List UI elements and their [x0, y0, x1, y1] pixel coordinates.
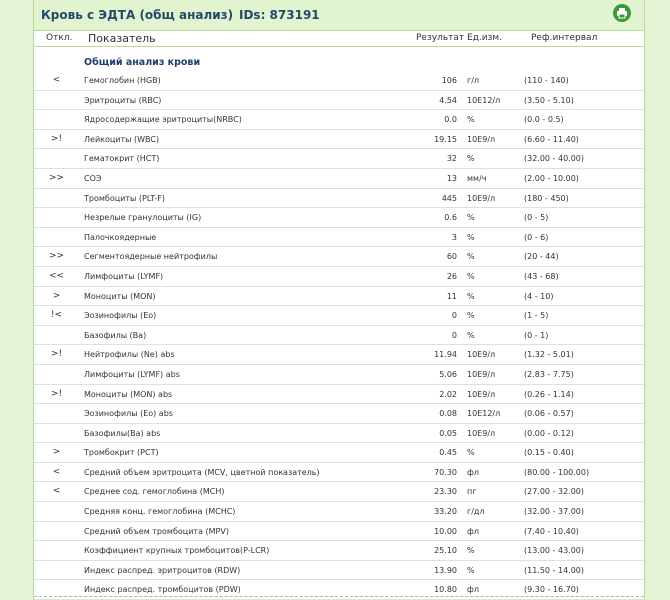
reference-interval: (27.00 - 32.00) — [524, 487, 585, 497]
indicator-name: Средняя конц. гемоглобина (MCHC) — [84, 507, 236, 517]
result-value: 13.90 — [434, 565, 457, 575]
table-row — [34, 287, 644, 307]
table-row — [34, 443, 644, 463]
indicator-name: Эозинофилы (Eo) abs — [84, 409, 173, 419]
table-row — [34, 189, 644, 209]
indicator-name: Палочкоядерные — [84, 232, 157, 242]
indicator-name: Коэффициент крупных тромбоцитов(P-LCR) — [84, 546, 270, 556]
table-row — [34, 247, 644, 267]
result-value: 0 — [451, 330, 457, 340]
reference-interval: (2.00 - 10.00) — [524, 173, 579, 183]
indicator-name: Средний объем эритроцита (MCV, цветной показатель) — [84, 467, 320, 477]
table-row — [34, 130, 644, 150]
unit-value: % — [467, 252, 475, 262]
table-row — [34, 385, 644, 405]
table-row — [34, 463, 644, 483]
table-row — [34, 482, 644, 502]
deviation-flag: < — [52, 486, 61, 497]
sample-ids: IDs: 873191 — [239, 8, 320, 22]
result-value: 19.15 — [434, 134, 457, 144]
reference-interval: (43 - 68) — [524, 271, 559, 281]
result-value: 33.20 — [434, 507, 457, 517]
column-header-reference: Реф.интервал — [531, 33, 598, 43]
result-value: 5.06 — [439, 369, 457, 379]
table-row — [34, 345, 644, 365]
indicator-name: Среднее сод. гемоглобина (MCH) — [84, 487, 225, 497]
deviation-flag: >! — [50, 349, 63, 360]
footer-divider — [34, 596, 644, 597]
indicator-name: Эритроциты (RBC) — [84, 95, 162, 105]
reference-interval: (180 - 450) — [524, 193, 569, 203]
reference-interval: (80.00 - 100.00) — [524, 467, 590, 477]
unit-value: мм/ч — [467, 173, 487, 183]
reference-interval: (6.60 - 11.40) — [524, 134, 579, 144]
result-value: 11 — [446, 291, 457, 301]
header-divider — [34, 46, 644, 47]
reference-interval: (1 - 5) — [524, 311, 549, 321]
indicator-name: Ядросодержащие эритроциты(NRBC) — [84, 115, 242, 125]
unit-value: % — [467, 271, 475, 281]
indicator-name: Тромбоциты (PLT-F) — [84, 193, 165, 203]
table-row — [34, 208, 644, 228]
unit-value: % — [467, 448, 475, 458]
result-value: 0.0 — [444, 115, 457, 125]
unit-value: г/л — [467, 76, 480, 85]
unit-value: 10E9/л — [467, 389, 496, 399]
column-header-result: Результат — [416, 33, 465, 43]
indicator-name: Моноциты (MON) abs — [84, 389, 173, 399]
table-row — [34, 326, 644, 346]
indicator-name: Лимфоциты (LYMF) abs — [84, 369, 180, 379]
indicator-name: Гематокрит (HCT) — [84, 154, 160, 164]
deviation-flag: >! — [50, 133, 63, 144]
unit-value: 10E9/л — [467, 428, 496, 438]
result-value: 4.54 — [439, 95, 457, 105]
deviation-flag: >! — [50, 388, 63, 399]
deviation-flag: < — [52, 75, 61, 85]
indicator-name: Базофилы (Ba) — [84, 330, 147, 340]
unit-value: % — [467, 546, 475, 556]
column-header-deviation: Откл. — [46, 33, 73, 43]
table-row — [34, 306, 644, 326]
result-value: 11.94 — [434, 350, 457, 360]
table-row — [34, 502, 644, 522]
indicator-name: Моноциты (MON) — [84, 291, 156, 301]
deviation-flag: < — [52, 466, 61, 477]
indicator-name: Базофилы(Ba) abs — [84, 428, 161, 438]
reference-interval: (13.00 - 43.00) — [524, 546, 585, 556]
result-value: 10.00 — [434, 526, 457, 536]
reference-interval: (9.30 - 16.70) — [524, 585, 579, 595]
unit-value: % — [467, 291, 475, 301]
report-header — [34, 0, 644, 31]
column-header-indicator: Показатель — [88, 32, 156, 45]
result-value: 25.10 — [434, 546, 457, 556]
unit-value: % — [467, 154, 475, 164]
result-value: 32 — [446, 154, 457, 164]
reference-interval: (0 - 1) — [524, 330, 549, 340]
unit-value: фл — [467, 467, 479, 477]
indicator-name: Нейтрофилы (Ne) abs — [84, 350, 175, 360]
reference-interval: (0.00 - 0.12) — [524, 428, 574, 438]
reference-interval: (3.50 - 5.10) — [524, 95, 574, 105]
indicator-name: Средний объем тромбоцита (MPV) — [84, 526, 229, 536]
deviation-flag: !< — [50, 310, 63, 321]
reference-interval: (0.15 - 0.40) — [524, 448, 574, 458]
table-row — [34, 561, 644, 581]
print-icon — [616, 7, 628, 19]
reference-interval: (7.40 - 10.40) — [524, 526, 579, 536]
reference-interval: (0 - 5) — [524, 213, 549, 223]
table-row — [34, 228, 644, 248]
reference-interval: (20 - 44) — [524, 252, 559, 262]
indicator-name: Незрелые гранулоциты (IG) — [84, 213, 202, 223]
unit-value: % — [467, 232, 475, 242]
table-row — [34, 404, 644, 424]
results-table — [34, 71, 644, 600]
table-row — [34, 110, 644, 130]
deviation-flag: >> — [48, 251, 65, 262]
indicator-name: Индекс распред. тромбоцитов (PDW) — [84, 585, 241, 595]
result-value: 60 — [446, 252, 457, 262]
table-row — [34, 267, 644, 287]
reference-interval: (0.26 - 1.14) — [524, 389, 574, 399]
result-value: 0.6 — [444, 213, 457, 223]
table-row — [34, 71, 644, 91]
result-value: 13 — [446, 173, 457, 183]
section-title: Общий анализ крови — [84, 57, 201, 68]
reference-interval: (32.00 - 37.00) — [524, 507, 585, 517]
deviation-flag: << — [48, 270, 65, 281]
indicator-name: Тромбокрит (PCT) — [84, 448, 159, 458]
reference-interval: (32.00 - 40.00) — [524, 154, 585, 164]
unit-value: % — [467, 213, 475, 223]
reference-interval: (4 - 10) — [524, 291, 554, 301]
table-row — [34, 424, 644, 444]
unit-value: 10E9/л — [467, 369, 496, 379]
table-row — [34, 91, 644, 111]
unit-value: г/дл — [467, 507, 485, 517]
unit-value: пг — [467, 487, 477, 497]
table-row — [34, 580, 644, 600]
result-value: 26 — [446, 271, 457, 281]
unit-value: % — [467, 311, 475, 321]
reference-interval: (0.06 - 0.57) — [524, 409, 574, 419]
table-row — [34, 365, 644, 385]
table-row — [34, 169, 644, 189]
result-value: 10.80 — [434, 585, 457, 595]
deviation-flag: >> — [48, 172, 65, 183]
reference-interval: (110 - 140) — [524, 76, 569, 85]
unit-value: 10E9/л — [467, 193, 496, 203]
print-button[interactable] — [613, 4, 631, 22]
reference-interval: (2.83 - 7.75) — [524, 369, 574, 379]
column-header-unit: Ед.изм. — [467, 33, 503, 43]
indicator-name: Лейкоциты (WBC) — [84, 134, 160, 144]
result-value: 0 — [451, 311, 457, 321]
unit-value: 10E12/л — [467, 95, 501, 105]
result-value: 2.02 — [439, 389, 457, 399]
indicator-name: Лимфоциты (LYMF) — [84, 271, 164, 281]
reference-interval: (0 - 6) — [524, 232, 549, 242]
result-value: 445 — [441, 193, 457, 203]
indicator-name: Гемоглобин (HGB) — [84, 76, 161, 85]
deviation-flag: > — [52, 290, 61, 301]
indicator-name: Эозинофилы (Eo) — [84, 311, 157, 321]
indicator-name: СОЭ — [84, 173, 102, 183]
unit-value: 10E9/л — [467, 134, 496, 144]
table-row — [34, 149, 644, 169]
table-row — [34, 522, 644, 542]
reference-interval: (0.0 - 0.5) — [524, 115, 564, 125]
unit-value: % — [467, 330, 475, 340]
unit-value: 10E12/л — [467, 409, 501, 419]
test-title: Кровь с ЭДТА (общ анализ) — [41, 8, 234, 22]
result-value: 3 — [451, 232, 457, 242]
reference-interval: (11.50 - 14.00) — [524, 565, 585, 575]
indicator-name: Сегментоядерные нейтрофилы — [84, 252, 218, 262]
unit-value: фл — [467, 526, 479, 536]
indicator-name: Индекс распред. эритроцитов (RDW) — [84, 565, 241, 575]
result-value: 23.30 — [434, 487, 457, 497]
reference-interval: (1.32 - 5.01) — [524, 350, 574, 360]
result-value: 0.08 — [439, 409, 457, 419]
unit-value: фл — [467, 585, 479, 595]
deviation-flag: > — [52, 447, 61, 458]
unit-value: 10E9/л — [467, 350, 496, 360]
result-value: 70.30 — [434, 467, 457, 477]
report-page — [33, 0, 645, 600]
result-value: 0.05 — [439, 428, 457, 438]
unit-value: % — [467, 115, 475, 125]
result-value: 106 — [441, 76, 457, 85]
table-row — [34, 541, 644, 561]
result-value: 0.45 — [439, 448, 457, 458]
unit-value: % — [467, 565, 475, 575]
